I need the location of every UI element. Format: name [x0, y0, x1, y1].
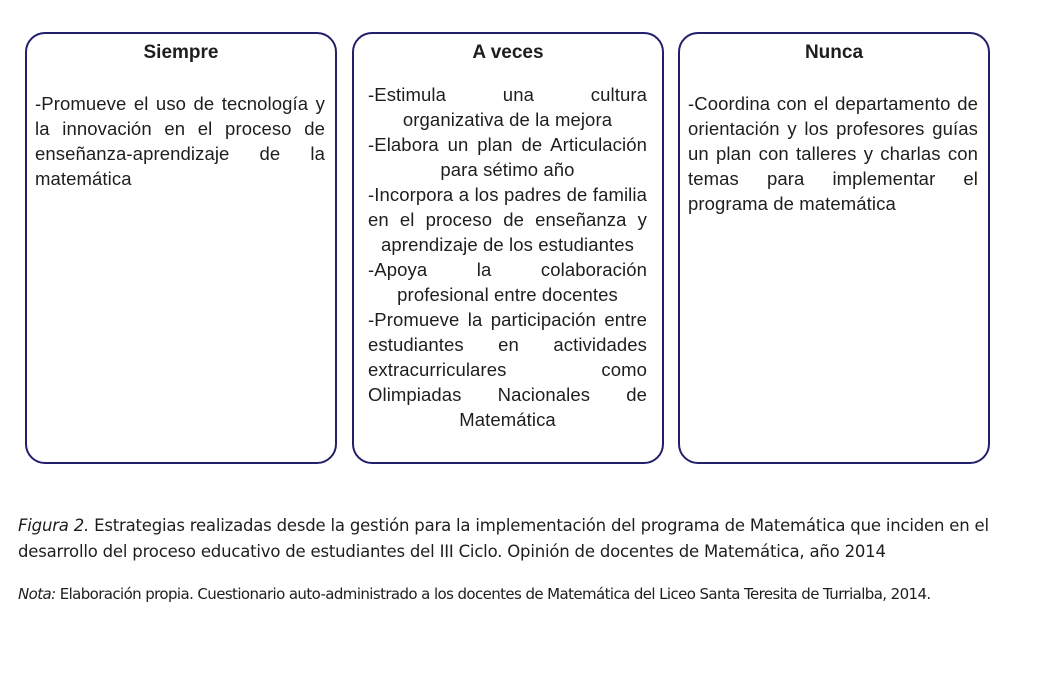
- figure-caption: [18, 513, 1018, 565]
- figure-label: Figura 2.: [18, 516, 90, 535]
- strategy-item: -Estimula una cultura organizativa de la mejora: [368, 84, 647, 130]
- column-title: Nunca: [804, 42, 864, 63]
- column-body: [35, 91, 325, 191]
- column-body: [688, 91, 978, 216]
- column-body: [368, 82, 647, 432]
- strategy-item: -Coordina con el departamento de orientación y los profesores guías un plan con talleres y charlas con temas para implementar el programa de matemática: [688, 93, 978, 214]
- figure-note: [18, 583, 1028, 605]
- strategy-item: -Promueve el uso de tecnología y la innovación en el proceso de enseñanza-aprendizaje de la matemática: [35, 93, 325, 189]
- strategy-item: -Promueve la participación entre estudiantes en actividades extracurriculares como Olimpiadas Nacionales de Matemática: [368, 309, 647, 430]
- column-title: A veces: [472, 42, 544, 63]
- note-label: Nota:: [18, 585, 56, 603]
- strategy-item: -Elabora un plan de Articulación para sétimo año: [368, 134, 647, 180]
- note-text: Elaboración propia. Cuestionario auto-administrado a los docentes de Matemática del Liceo Santa Teresita de Turrialba, 2014.: [55, 585, 931, 603]
- figure-caption-text: Estrategias realizadas desde la gestión para la implementación del programa de Matemática que inciden en el desarrollo del proceso educativo de estudiantes del III Ciclo. Opinión de docentes de Matemática, año 2014: [18, 516, 989, 561]
- column-box-siempre: [25, 32, 337, 464]
- column-title: Siempre: [143, 42, 219, 63]
- strategy-item: -Apoya la colaboración profesional entre docentes: [368, 259, 647, 305]
- column-box-nunca: [678, 32, 990, 464]
- column-box-a-veces: [352, 32, 664, 464]
- strategy-item: -Incorpora a los padres de familia en el proceso de enseñanza y aprendizaje de los estudiantes: [368, 184, 647, 255]
